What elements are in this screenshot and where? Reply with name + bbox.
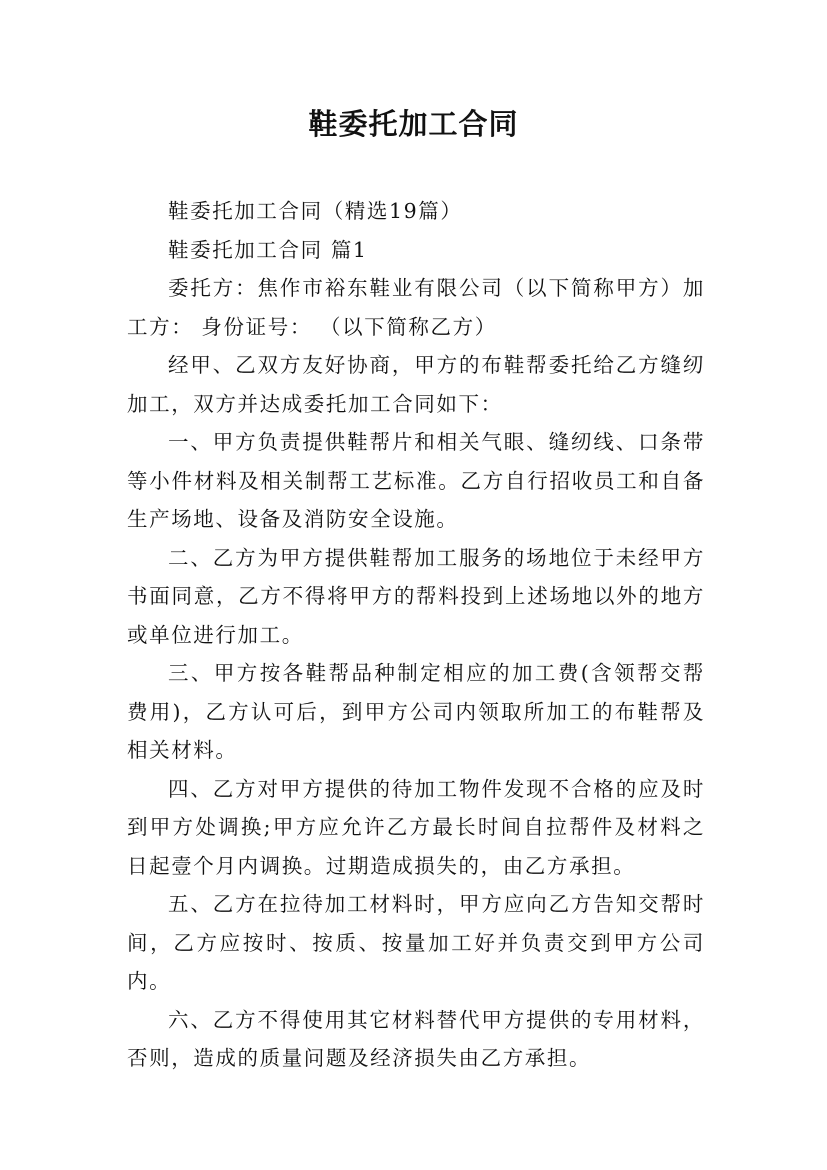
clause-3-paragraph: 三、甲方按各鞋帮品种制定相应的加工费(含领帮交帮费用)，乙方认可后，到甲方公司内领取所加工的布鞋帮及相关材料。 — [127, 661, 705, 762]
section-heading-paragraph: 鞋委托加工合同 篇1 — [168, 237, 368, 262]
clause-6-paragraph: 六、乙方不得使用其它材料替代甲方提供的专用材料，否则，造成的质量问题及经济损失由乙方承担。 — [127, 1007, 705, 1070]
clause-2-paragraph: 二、乙方为甲方提供鞋帮加工服务的场地位于未经甲方书面同意，乙方不得将甲方的帮料投到上述场地以外的地方或单位进行加工。 — [127, 545, 705, 647]
clause-5-paragraph: 五、乙方在拉待加工材料时，甲方应向乙方告知交帮时间，乙方应按时、按质、按量加工好并负责交到甲方公司内。 — [127, 892, 705, 993]
document-body — [127, 192, 705, 1078]
preamble-paragraph: 经甲、乙双方友好协商，甲方的布鞋帮委托给乙方缝纫加工，双方并达成委托加工合同如下： — [127, 353, 705, 416]
parties-paragraph: 委托方：焦作市裕东鞋业有限公司（以下简称甲方）加工方： 身份证号： （以下简称乙方） — [127, 276, 705, 339]
clause-1-paragraph: 一、甲方负责提供鞋帮片和相关气眼、缝纫线、口条带等小件材料及相关制帮工艺标准。乙方自行招收员工和自备生产场地、设备及消防安全设施。 — [127, 430, 705, 531]
clause-4-paragraph: 四、乙方对甲方提供的待加工物件发现不合格的应及时到甲方处调换;甲方应允许乙方最长时间自拉帮件及材料之日起壹个月内调换。过期造成损失的，由乙方承担。 — [127, 776, 705, 878]
subtitle-paragraph: 鞋委托加工合同（精选19篇） — [168, 199, 463, 223]
document-title: 鞋委托加工合同 — [308, 107, 519, 141]
